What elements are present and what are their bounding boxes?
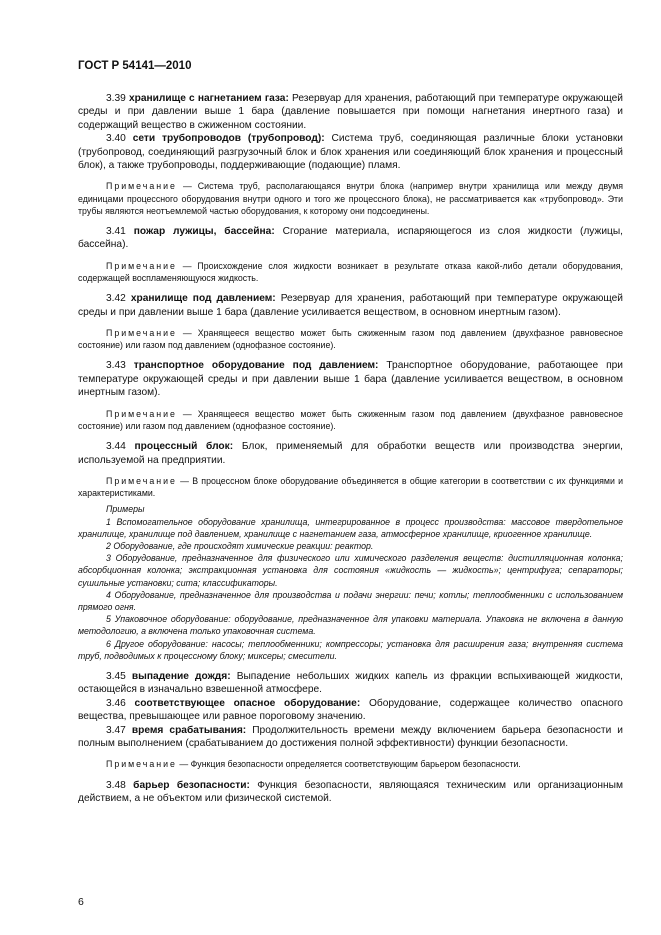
term-definition: Система труб, соединяющая различные блоки установки (трубопровод, соединяющий разгрузочный блок и блок хранения или соединяющий блок хранения и процессный блок), а также трубопроводы, поддерживающие (подающие) пламя. (78, 133, 623, 172)
term-3-41 (78, 225, 623, 252)
note-label: Примечание (106, 260, 177, 271)
note-label: Примечание (106, 759, 177, 770)
term-number: 3.45 (106, 670, 126, 682)
note-3-43: Примечание — Хранящееся вещество может быть сжиженным газом под давлением (двухфазное равновесное состояние) или газом под давлением (однофазное состояние). (78, 408, 624, 431)
term-title: соответствующее опасное оборудование: (134, 697, 361, 709)
example-item: 3 Оборудование, предназначенное для физического или химического разделения веществ: дистилляционная колонка; абсорбционная колонка; экстракционная установка для состояния «жидкость — жидкость»; центрифуга; сепараторы; сушильные установки; сита; классификаторы. (78, 553, 623, 588)
example-item: 1 Вспомогательное оборудование хранилища, интегрированное в процесс производства: массовое твердотельное хранилище, хранилище под давлением, хранилище с нагнетанием газа, атмосферное хранилище, криогенное хранилище. (78, 516, 623, 539)
note-text: Функция безопасности определяется соответствующим барьером безопасности. (190, 759, 521, 770)
term-3-45 (78, 670, 623, 697)
term-3-44 (78, 440, 623, 467)
term-3-40 (78, 132, 623, 172)
note-label: Примечание (106, 408, 177, 419)
term-number: 3.43 (106, 360, 126, 372)
term-definition: Транспортное оборудование, работающее при температуре окружающей среды и при давлении выше 1 бара (давление усиливается веществом, в основном инертным газом). (78, 360, 623, 399)
example-item: 6 Другое оборудование: насосы; теплообменники; компрессоры; установка для расширения газа; внутренняя система труб, подводимых к процессному блоку; миксеры; смесители. (78, 638, 623, 661)
page-number: 6 (78, 896, 84, 908)
term-number: 3.44 (106, 441, 126, 453)
term-title: барьер безопасности: (133, 779, 250, 791)
note-label: Примечание (106, 181, 177, 192)
note-text: В процессном блоке оборудование объединяется в общие категории в соответствии с их функциями и характеристиками. (78, 475, 624, 499)
note-text: Происхождение слоя жидкости возникает в результате отказа какой-либо детали оборудования, содержащей воспламеняющуюся жидкость. (78, 260, 623, 284)
term-3-39 (78, 92, 623, 132)
note-3-42: Примечание — Хранящееся вещество может быть сжиженным газом под давлением (двухфазное равновесное состояние) или газом под давлением (однофазное состояние). (78, 328, 624, 351)
term-definition: Блок, применяемый для обработки веществ или производства энергии, используемой на предприятии. (78, 441, 623, 466)
note-text: Хранящееся вещество может быть сжиженным газом под давлением (двухфазное равновесное состояние) или газом под давлением (однофазное состояние). (78, 408, 624, 431)
term-title: хранилище под давлением: (130, 293, 276, 305)
term-3-48 (78, 779, 623, 806)
note-3-44: Примечание — В процессном блоке оборудование объединяется в общие категории в соответствии с их функциями и характеристиками. (78, 475, 624, 499)
term-title: пожар лужицы, бассейна: (133, 226, 275, 238)
term-number: 3.40 (106, 133, 126, 145)
term-definition: Оборудование, содержащее количество опасного вещества, превышающее или равное пороговому значению. (78, 697, 623, 723)
note-text: Система труб, располагающаяся внутри блока (например внутри хранилища или между двумя единицами процессного оборудования внутри одного и того же процессного блока), не рассматривается как «трубопровод». Эти трубы являются неотъемлемой частью оборудования, к которому они подсоединены. (78, 181, 624, 216)
example-item: 5 Упаковочное оборудование: оборудование, предназначенное для упаковки материала. Упаковка не включена в данную методологию, а включена только упаковочная система. (78, 614, 623, 637)
body-text (78, 92, 623, 805)
term-3-46 (78, 697, 623, 724)
document-header: ГОСТ Р 54141—2010 (78, 60, 192, 72)
note-3-47: Примечание — Функция безопасности определяется соответствующим барьером безопасности. (106, 759, 521, 770)
term-number: 3.42 (106, 293, 126, 305)
note-3-41: Примечание — Происхождение слоя жидкости возникает в результате отказа какой-либо детали оборудования, содержащей воспламеняющуюся жидкость. (78, 260, 623, 284)
term-definition: Выпадение небольших жидких капель из фракции вспыхивающей жидкости, остающейся в изначально взвешенной атмосфере. (78, 670, 623, 696)
term-title: процессный блок: (134, 441, 234, 453)
note-text: Хранящееся вещество может быть сжиженным газом под давлением (двухфазное равновесное состояние) или газом под давлением (однофазное состояние). (78, 328, 624, 351)
term-title: хранилище с нагнетанием газа: (128, 93, 289, 104)
note-label: Примечание (106, 328, 177, 339)
example-item: 4 Оборудование, предназначенное для производства и подачи энергии: печи; котлы; теплообменники с использованием прямого огня. (78, 589, 623, 612)
term-title: выпадение дождя: (131, 670, 231, 682)
term-definition: Резервуар для хранения, работающий при температуре окружающей среды и при давлении выше 1 бара (давление повышается при помощи нагнетания инертного газа) и содержащий вещество в сжиженном состоянии. (78, 93, 623, 131)
term-number: 3.46 (106, 697, 126, 709)
term-3-43 (78, 359, 623, 399)
term-title: время срабатывания: (131, 724, 247, 736)
term-definition: Сгорание материала, испаряющегося из слоя жидкости (лужицы, бассейна). (78, 226, 623, 251)
term-definition: Продолжительность времени между включением барьера безопасности и полным выполнением (срабатыванием до достижения полной эффективности) функции безопасности. (78, 724, 623, 749)
note-label: Примечание (106, 475, 177, 486)
term-number: 3.47 (106, 724, 126, 736)
term-number: 3.41 (106, 226, 126, 238)
term-definition: Функция безопасности, являющаяся техническим или организационным действием, а не объектом или физической системой. (78, 779, 623, 805)
term-number: 3.39 (106, 93, 126, 104)
term-number: 3.48 (106, 779, 126, 791)
term-3-47 (78, 724, 623, 751)
term-title: транспортное оборудование под давлением: (133, 360, 379, 372)
term-title: сети трубопроводов (трубопровод): (132, 133, 325, 145)
example-item: 2 Оборудование, где происходят химические реакции: реактор. (106, 540, 374, 551)
term-definition: Резервуар для хранения, работающий при температуре окружающей среды и при давлении выше 1 бара (давление усиливается веществом, в основном инертным газом). (78, 293, 623, 318)
note-3-40: Примечание — Система труб, располагающаяся внутри блока (например внутри хранилища или между двумя единицами процессного оборудования внутри одного и того же процессного блока), не рассматривается как «трубопровод». Эти трубы являются неотъемлемой частью оборудования, к которому они подсоединены. (78, 181, 624, 216)
examples-title: Примеры (106, 504, 145, 515)
term-3-42 (78, 292, 623, 319)
